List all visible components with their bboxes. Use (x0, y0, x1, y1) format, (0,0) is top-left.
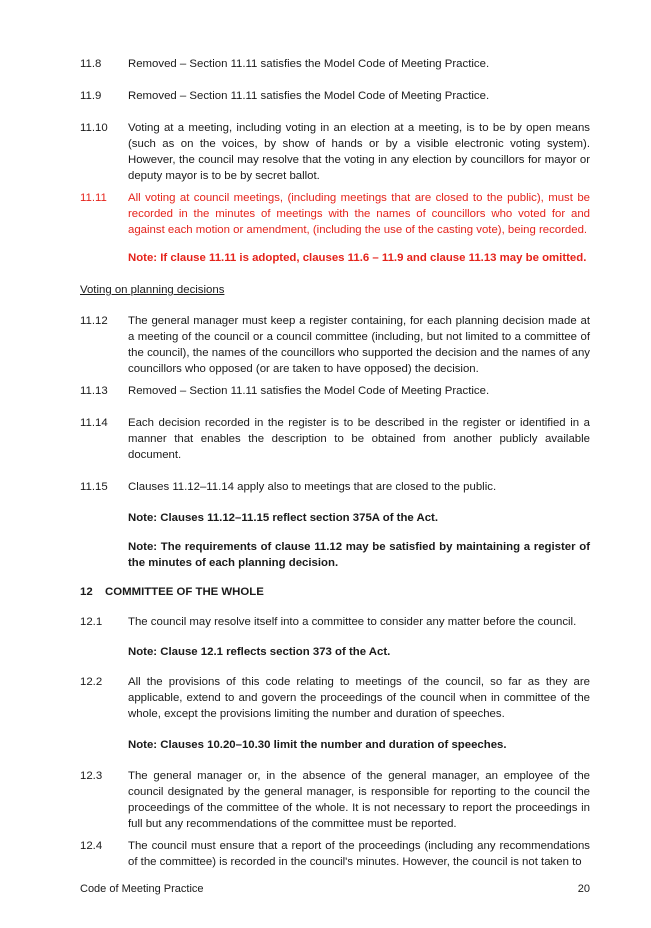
clause-number: 12.4 (80, 840, 103, 852)
note-clause-12-2: Note: Clauses 10.20–10.30 limit the number and duration of speeches. (128, 739, 507, 751)
section-title: COMMITTEE OF THE WHOLE (105, 586, 264, 598)
note-clause-11-11: Note: If clause 11.11 is adopted, clauses 11.6 – 11.9 and clause 11.13 may be omitted. (128, 252, 587, 264)
clause-text: All voting at council meetings, (including meetings that are closed to the public), must be recorded in the minutes of meetings with the names of councillors who voted for and against each motion or amendment, (including the use of the casting vote), being recorded. (128, 192, 590, 236)
clause-text: Voting at a meeting, including voting in an election at a meeting, is to be by open means (such as on the voices, by show of hands or by a visible electronic voting system). However, the council may resolve that the voting in any election by councillors for mayor or deputy mayor is to be by secret ballot. (128, 122, 590, 182)
page-number: 20 (577, 883, 590, 895)
clause-text: Removed – Section 11.11 satisfies the Model Code of Meeting Practice. (128, 58, 490, 70)
section-number: 12 (80, 586, 93, 598)
clause-text: The general manager must keep a register containing, for each planning decision made at a meeting of the council or a council committee (including, but not limited to a committee of the council), the names of the councillors who supported the decision and the names of any councillors who opposed (or are taken to have opposed) the decision. (128, 315, 590, 375)
clause-text: The council must ensure that a report of the proceedings (including any recommendations of the committee) is recorded in the council's minutes. However, the council is not taken to (128, 840, 590, 868)
clause-number: 12.1 (80, 616, 103, 628)
clause-number: 12.2 (80, 676, 103, 688)
clause-number: 11.11 (80, 192, 107, 204)
note-register: Note: The requirements of clause 11.12 may be satisfied by maintaining a register of the minutes of each planning decision. (128, 541, 590, 569)
clause-text: Removed – Section 11.11 satisfies the Model Code of Meeting Practice. (128, 90, 490, 102)
clause-text: All the provisions of this code relating to meetings of the council, so far as they are applicable, extend to and govern the proceedings of the council when in committee of the whole, except the provisions limiting the number and duration of speeches. (128, 676, 590, 720)
clause-text: The general manager or, in the absence of the general manager, an employee of the council designated by the general manager, is responsible for reporting to the council the proceedings of the committee of the whole. It is not necessary to report the proceedings in full but any recommendations of the committee must be reported. (128, 770, 590, 830)
clause-text: Clauses 11.12–11.14 apply also to meetings that are closed to the public. (128, 481, 497, 493)
clause-text: Each decision recorded in the register is to be described in the register or identified in a manner that enables the description to be obtained from another publicly available document. (128, 417, 590, 461)
clause-number: 11.8 (80, 58, 102, 70)
footer-title: Code of Meeting Practice (80, 883, 204, 895)
clause-number: 11.14 (80, 417, 108, 429)
subheading-voting-planning: Voting on planning decisions (80, 284, 225, 296)
clause-number: 11.12 (80, 315, 108, 327)
section-heading (80, 584, 264, 600)
clause-text: The council may resolve itself into a committee to consider any matter before the council. (128, 616, 577, 628)
clause-number: 11.15 (80, 481, 108, 493)
note-clause-12-1: Note: Clause 12.1 reflects section 373 of the Act. (128, 646, 391, 658)
note-section-375a: Note: Clauses 11.12–11.15 reflect section 375A of the Act. (128, 512, 439, 524)
clause-text: Removed – Section 11.11 satisfies the Model Code of Meeting Practice. (128, 385, 490, 397)
clause-number: 11.13 (80, 385, 108, 397)
clause-number: 11.9 (80, 90, 102, 102)
clause-number: 11.10 (80, 122, 108, 134)
clause-number: 12.3 (80, 770, 103, 782)
